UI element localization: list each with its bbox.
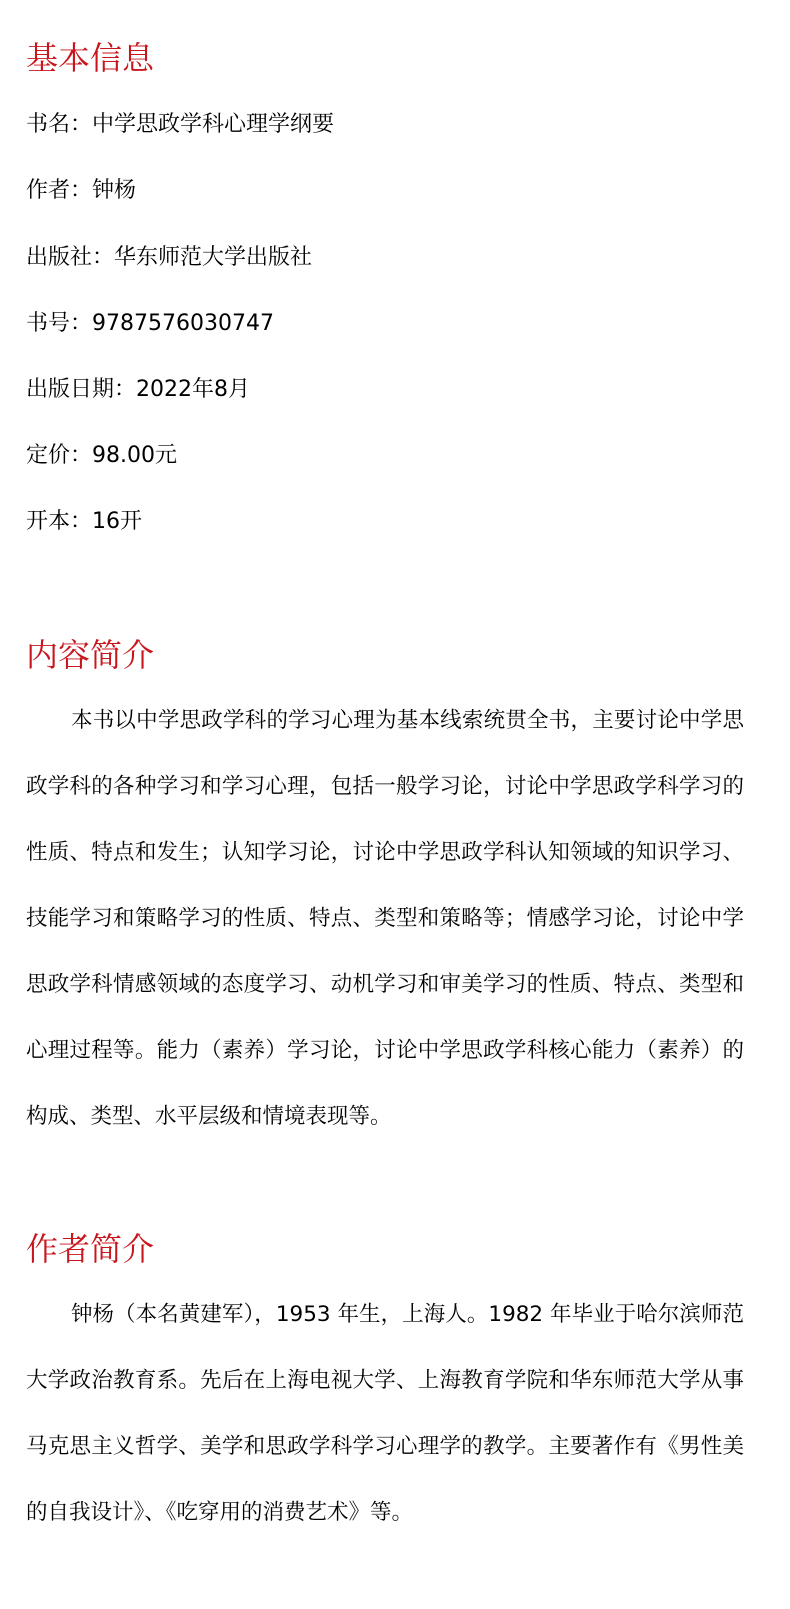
book-isbn: 书号：9787576030747: [26, 311, 274, 336]
author-bio-text: 钟杨（本名黄建军），1953 年生，上海人。1982 年毕业于哈尔滨师范大学政治教育系。先后在上海电视大学、上海教育学院和华东师范大学从事马克思主义哲学、美学和思政学科学习心理学的教学。主要著作有《男性美的自我设计》、《吃穿用的消费艺术》等。: [26, 1302, 744, 1525]
basic-info-heading: 基本信息: [26, 39, 155, 77]
summary-text: 本书以中学思政学科的学习心理为基本线索统贯全书，主要讨论中学思政学科的各种学习和学习心理，包括一般学习论，讨论中学思政学科学习的性质、特点和发生；认知学习论，讨论中学思政学科认知领域的知识学习、技能学习和策略学习的性质、特点、类型和策略等；情感学习论，讨论中学思政学科情感领域的态度学习、动机学习和审美学习的性质、特点、类型和心理过程等。能力（素养）学习论，讨论中学思政学科核心能力（素养）的构成、类型、水平层级和情境表现等。: [26, 708, 744, 1129]
author-bio-heading: 作者简介: [26, 1230, 155, 1268]
summary-heading: 内容简介: [26, 636, 155, 674]
book-pub-date: 出版日期：2022年8月: [26, 377, 250, 402]
book-price: 定价：98.00元: [26, 443, 177, 468]
book-format: 开本：16开: [26, 509, 142, 534]
book-author: 作者：钟杨: [26, 178, 137, 203]
book-title: 书名：中学思政学科心理学纲要: [26, 112, 335, 137]
book-publisher: 出版社：华东师范大学出版社: [26, 245, 313, 270]
